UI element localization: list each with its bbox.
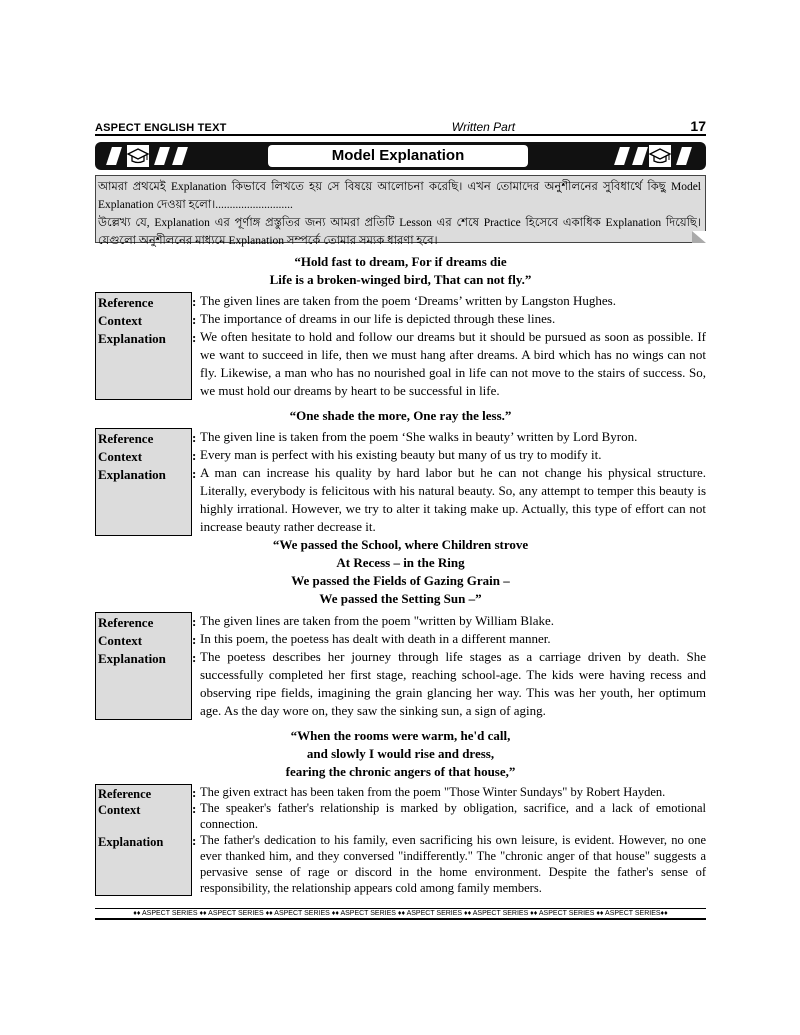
quote-block <box>95 727 706 781</box>
entry-texts <box>197 292 706 400</box>
section-title: Written Part <box>451 120 516 134</box>
running-footer: ♦♦ ASPECT SERIES ♦♦ ASPECT SERIES ♦♦ ASPECT SERIES ♦♦ ASPECT SERIES ♦♦ ASPECT SERIES ♦♦ ASPECT SERIES ♦♦ ASPECT SERIES ♦♦ ASPECT SERIES♦♦ <box>95 908 706 920</box>
explanation-text: We often hesitate to hold and follow our dreams but it should be pursued as soon as possible. If we want to succeed in life, then we must hang after dreams. A bird which has no wings can not fly. Likewise, a man who has no nourished goal in life can not move to the stairs of success. So, we must hold our dreams by heart to be successful in life. <box>200 329 706 398</box>
context-label: Context <box>98 803 141 817</box>
intro-note <box>95 175 706 247</box>
quote-line: and slowly I would rise and dress, <box>306 746 495 761</box>
page-number: 17 <box>690 118 706 134</box>
reference-text: The given lines are taken from the poem "written by William Blake. <box>200 613 554 628</box>
colon: : <box>192 650 197 665</box>
context-label: Context <box>98 313 143 328</box>
quote-line: “Hold fast to dream, For if dreams die <box>294 254 507 269</box>
quote-line: We passed the Fields of Gazing Grain – <box>291 573 510 588</box>
explanation-text: A man can increase his quality by hard labor but he can not change his physical structure. Literally, everybody is felicitous with his natural beauty. So, any attempt to temper this beauty is highly irrational. However, we try to alter it taking make up. Actually, this type of effort can not increase beauty rather decrease it. <box>200 465 706 534</box>
page <box>95 116 706 896</box>
explanation-label: Explanation <box>98 835 164 849</box>
graduation-cap-icon <box>649 145 671 167</box>
quote-line: “One shade the more, One ray the less.” <box>289 408 512 423</box>
colon: : <box>192 330 197 345</box>
context-label: Context <box>98 633 143 648</box>
explanation-label: Explanation <box>98 331 166 346</box>
colon: : <box>192 312 197 327</box>
reference-label: Reference <box>98 295 154 310</box>
explanation-entry <box>95 784 706 896</box>
entry-texts <box>197 784 706 896</box>
entry-texts <box>197 612 706 720</box>
colon: : <box>192 466 197 481</box>
intro-line: উল্লেখ্য যে, Explanation এর পূর্ণাঙ্গ প্রস্তুতির জন্য আমরা প্রতিটি Lesson এর শেষে Practice হিসেবে একাধিক Explanation দিয়েছি। যেগুলো অনুশীলনের মাধ্যমে Explanation সম্পর্কে তোমার সম্যক ধারণা হবে। <box>98 217 701 247</box>
book-title: ASPECT ENGLISH TEXT <box>95 122 227 134</box>
banner-stripe <box>614 147 630 165</box>
banner-stripe <box>632 147 648 165</box>
page-curl <box>692 231 706 243</box>
context-text: Every man is perfect with his existing beauty but many of us try to modify it. <box>200 447 602 462</box>
label-box <box>95 612 192 720</box>
reference-text: The given extract has been taken from the poem "Those Winter Sundays" by Robert Hayden. <box>200 785 666 799</box>
reference-text: The given line is taken from the poem ‘She walks in beauty’ written by Lord Byron. <box>200 429 638 444</box>
explanation-text: The father's dedication to his family, even sacrificing his own leisure, is evident. However, no one ever thanked him, and they conversed "indifferently." The "chronic anger of that house" suggests a pervasive sense of rage or discord in the home environment. Despite the father's sense of responsibility, the relationship appears cold among family members. <box>200 833 706 895</box>
quote-line: Life is a broken-winged bird, That can not fly.” <box>269 272 532 287</box>
quote-line: We passed the Setting Sun –” <box>319 591 482 606</box>
label-box <box>95 292 192 400</box>
colon: : <box>192 448 197 463</box>
colon: : <box>192 430 197 445</box>
label-box <box>95 428 192 536</box>
quote-line: fearing the chronic angers of that house,” <box>285 764 516 779</box>
quote-line: At Recess – in the Ring <box>336 555 465 570</box>
section-banner <box>95 142 706 170</box>
label-box <box>95 784 192 896</box>
entry-texts <box>197 428 706 536</box>
colon: : <box>192 294 197 309</box>
context-text: The speaker's father's relationship is marked by obligation, sacrifice, and a lack of emotional connection. <box>200 801 706 831</box>
explanation-text: The poetess describes her journey through life stages as a carriage driven by death. She successfully completed her first stage, reaching school-age. The kids were having recess and observing ripe fields, imagining the grain glancing her way. This was her youth, her optimum age. As the day wore on, they saw the sinking sun, a sign of aging. <box>200 649 706 718</box>
quote-block <box>95 407 706 425</box>
quote-block <box>95 253 706 289</box>
explanation-label: Explanation <box>98 651 166 666</box>
explanation-entry <box>95 292 706 400</box>
graduation-cap-icon <box>127 145 149 167</box>
quote-block <box>95 536 706 608</box>
explanation-entry <box>95 612 706 720</box>
explanation-label: Explanation <box>98 467 166 482</box>
colon: : <box>192 801 197 816</box>
reference-text: The given lines are taken from the poem ‘Dreams’ written by Langston Hughes. <box>200 293 616 308</box>
context-text: The importance of dreams in our life is depicted through these lines. <box>200 311 556 326</box>
explanation-entry <box>95 428 706 536</box>
reference-label: Reference <box>98 787 152 801</box>
colon: : <box>192 632 197 647</box>
intro-line: আমরা প্রথমেই Explanation কিভাবে লিখতে হয় সে বিষয়ে আলোচনা করেছি। এখন তোমাদের অনুশীলনের সুবিধার্থে কিছু Model Explanation দেওয়া হলো।........................... <box>98 181 701 211</box>
context-label: Context <box>98 449 143 464</box>
quote-line: “We passed the School, where Children strove <box>272 537 529 552</box>
banner-stripe <box>676 147 692 165</box>
reference-label: Reference <box>98 615 154 630</box>
banner-stripe <box>106 147 122 165</box>
colon: : <box>192 833 197 848</box>
banner-stripe <box>172 147 188 165</box>
colon: : <box>192 785 197 800</box>
banner-title: Model Explanation <box>268 145 528 167</box>
colon: : <box>192 614 197 629</box>
quote-line: “When the rooms were warm, he'd call, <box>290 728 511 743</box>
running-header <box>95 116 706 136</box>
reference-label: Reference <box>98 431 154 446</box>
context-text: In this poem, the poetess has dealt with death in a different manner. <box>200 631 551 646</box>
banner-stripe <box>154 147 170 165</box>
